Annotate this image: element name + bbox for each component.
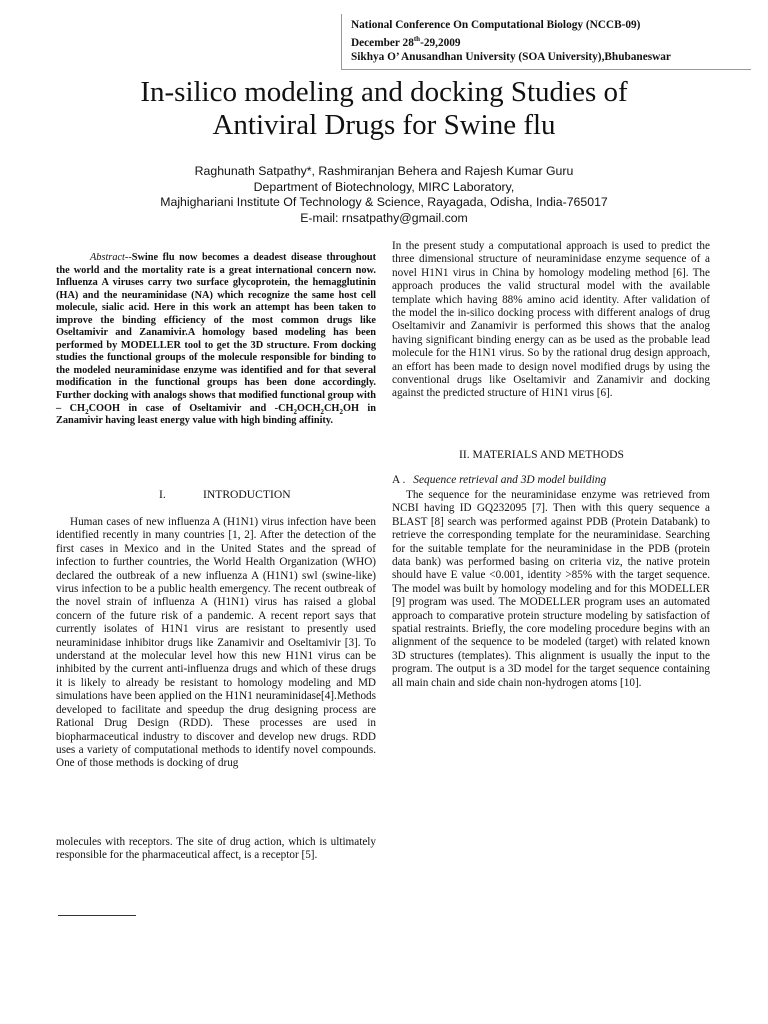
author-institute: Majhighariani Institute Of Technology & Science, Rayagada, Odisha, India-765017: [160, 195, 608, 209]
conference-header: [341, 14, 751, 70]
intro-section-heading: INTRODUCTION: [203, 488, 291, 501]
intro-section-number: I.: [159, 488, 166, 501]
methods-section-heading: II. MATERIALS AND METHODS: [459, 448, 624, 461]
conference-dates: December 28th-29,2009: [351, 35, 461, 49]
paper-title: [40, 76, 728, 142]
intro-paragraph-2: molecules with receptors. The site of drug action, which is ultimately responsible for the pharmaceutical affect, is a receptor [5].: [56, 836, 376, 862]
study-paragraph: In the present study a computational approach is used to predict the three dimensional structure of neuraminidase enzyme sequence of a novel H1N1 virus in China by homology modeling method [6]. The approach produces the valid structural model with the available template which having 88% amino acid identity. After validation of the model the in-silico docking process with different analogs of drug Oseltamivir and Zanamivir is performed this shows that the analog having significant binding energy can as be used as the probable lead molecule for the H1N1 virus. So by the rational drug design approach, an effort has been made to design novel modified drugs by using the conventional drugs like Oseltamivir and Zanamivir and docking against the predicted structure of H1N1 virus [6].: [392, 240, 710, 400]
conference-venue: Sikhya O’ Anusandhan University (SOA University),Bhubaneswar: [351, 50, 671, 63]
intro-paragraph-1: Human cases of new influenza A (H1N1) virus infection have been identified recently in many countries [1, 2]. After the detection of the first cases in Mexico and in the United States and the spread of infection to further countries, the World Health Organization (WHO) declared the outbreak of a new influenza A (H1N1) swl (swine-like) virus infection to be a public health emergency. The recent outbreak of the novel strain of influenza A (H1N1) virus has raised a global concern of the future risk of a pandemic. A recent report says that currently isolates of H1N1 virus are resistant to presently used neuraminidase inhibitor drugs like Zanamivir and Oseltamivir [3]. To understand at the molecular level how this new H1N1 virus can be inhibited by the current anti-influenza drugs and which of these drugs it is likely to already be resistant to homology modeling and MD simulations have been applied on the H1N1 neuraminidase[4].Methods developed to facilitate and speedup the drug designing process are Rational Drug Design (RDD). These processes are used in biopharmaceutical industry to discover and develop new drugs. RDD uses a variety of computational methods to identify novel compounds. One of those methods is docking of drug: [56, 516, 376, 770]
abstract-body: Swine flu now becomes a deadest disease throughout the world and the mortality rate is a great international concern now. Influenza A viruses carry two surface glycoprotein, the hemagglutinin (HA) and the neuraminidase (NA) which recognize the same host cell molecule, sialic acid. Here in this work an attempt has been taken to improve the binding efficiency of the most common drugs like Oseltamivir and Zanamivir.A homology based modeling has been performed by MODELLER tool to get the 3D structure. From docking studies the functional groups of the molecule responsible for binding to the modeled neuraminidase enzyme was identified and for that several modification in the functional groups has been done accordingly. Further docking with analogs shows that modified functional group with –: [56, 252, 376, 414]
intro-body: [56, 516, 376, 771]
subsection-heading: [392, 473, 606, 487]
subsection-number: A .: [392, 474, 406, 486]
footnote-rule: [58, 915, 136, 916]
right-column-intro: [392, 240, 710, 401]
intro-body-continued: [56, 836, 376, 863]
abstract: Abstract--Swine flu now becomes a deadest disease throughout the world and the mortality rate is a great international concern now. Influenza A viruses carry two surface glycoprotein, the hemagglutinin (HA) and the neuraminidase (NA) which recognize the same host cell molecule, sialic acid. Here in this work an attempt has been taken to improve the binding efficiency of the most common drugs like Oseltamivir and Zanamivir.A homology based modeling has been performed by MODELLER tool to get the 3D structure. From docking studies the functional groups of the molecule responsible for binding to the modeled neuraminidase enzyme was identified and for that several modification in the functional groups has been done accordingly. Further docking with analogs shows that modified functional group with – $CH_2COOH$ in case of Oseltamivir and $-CH_2OCH_2CH_2OH$ in Zanamivir having least energy value with high binding affinity.: [56, 252, 376, 427]
title-line-2: Antiviral Drugs for Swine flu: [212, 109, 556, 141]
author-department: Department of Biotechnology, MIRC Laboratory,: [253, 179, 515, 194]
conference-name: National Conference On Computational Biology (NCCB-09): [351, 19, 641, 31]
author-email: E-mail: rnsatpathy@gmail.com: [300, 210, 468, 225]
methods-paragraph: The sequence for the neuraminidase enzyme was retrieved from NCBI having ID GQ232095 [7]. Then with this query sequence a BLAST [8] search was performed against PDB (Protein Databank) to retrieve the corresponding template for the neuraminidase. Searching for the suitable template for the neuraminidase in the PDB (protein data bank) was performed basing on criteria viz, the native protein should have E value <0.001, identity >85% with the target sequence. The model was built by homology modeling and for this MODELLER [9] program was used. The MODELLER program uses an automated approach to comparative protein structure modeling by satisfaction of spatial restraints. Briefly, the core modeling procedure begins with an alignment of the sequence to be modeled (target) with related known 3D structures (templates). This alignment is usually the input to the program. The output is a 3D model for the target sequence containing all main chain and side chain non-hydrogen atoms [10].: [392, 489, 710, 689]
abstract-label: Abstract--: [90, 252, 132, 263]
title-line-1: In-silico modeling and docking Studies of: [140, 76, 628, 108]
author-block: [40, 164, 728, 226]
author-names: Raghunath Satpathy*, Rashmiranjan Behera and Rajesh Kumar Guru: [194, 164, 574, 178]
methods-body: [392, 489, 710, 690]
subsection-title: Sequence retrieval and 3D model building: [413, 474, 607, 486]
